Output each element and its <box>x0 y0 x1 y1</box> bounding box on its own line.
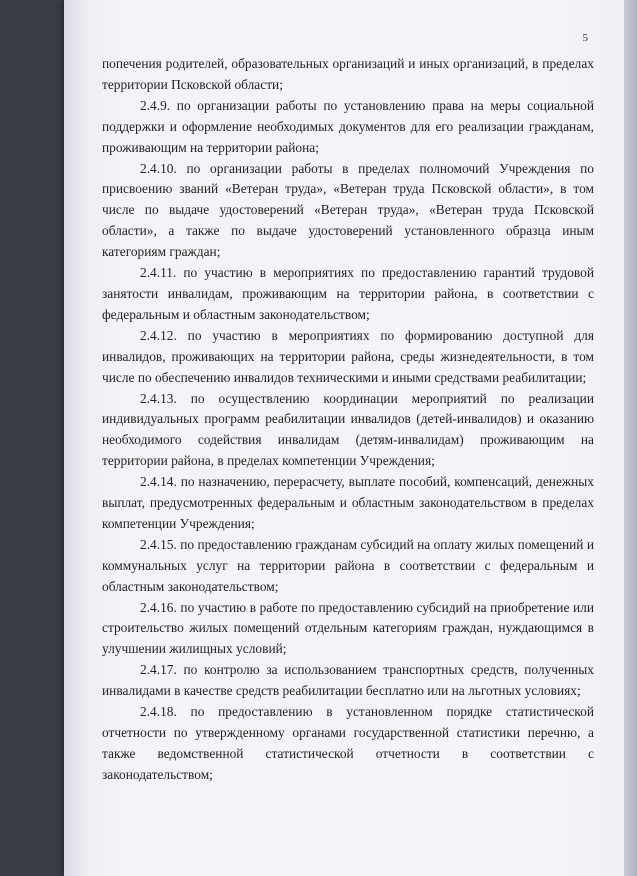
paragraph-2-4-9: 2.4.9. по организации работы по установлению права на меры социальной поддержки и оформление необходимых документов для его реализации гражданам, проживающим на территории района; <box>102 97 594 155</box>
paragraph-continuation: попечения родителей, образовательных организаций и иных организаций, в пределах территории Псковской области; <box>102 56 594 92</box>
paragraph-2-4-15: 2.4.15. по предоставлению гражданам субсидий на оплату жилых помещений и коммунальных услуг на территории района в соответствии с федеральным и областным законодательством; <box>102 536 594 594</box>
document-body <box>102 54 594 786</box>
paragraph-2-4-18: 2.4.18. по предоставлению в установленном порядке статистической отчетности по утвержденному органами государственной статистики перечню, а также ведомственной статистической отчетности в соответствии с законодательством; <box>102 704 594 782</box>
document-page <box>64 0 624 876</box>
page-number: 5 <box>582 32 588 44</box>
paragraph-2-4-12: 2.4.12. по участию в мероприятиях по формированию доступной для инвалидов, проживающих на территории района, среды жизнедеятельности, в том числе по обеспечению инвалидов техническими и иными средствами реабилитации; <box>102 327 594 385</box>
paragraph-2-4-10: 2.4.10. по организации работы в пределах полномочий Учреждения по присвоению званий «Ветеран труда», «Ветеран труда Псковской области», в том числе по выдаче удостоверений «Ветеран труда», «Ветеран труда Псковской области», а также по выдаче удостоверений установленного образца иным категориям граждан; <box>102 160 594 260</box>
paragraph-2-4-17: 2.4.17. по контролю за использованием транспортных средств, полученных инвалидами в качестве средств реабилитации бесплатно или на льготных условиях; <box>102 662 594 699</box>
paragraph-2-4-11: 2.4.11. по участию в мероприятиях по предоставлению гарантий трудовой занятости инвалидам, проживающим на территории района, в соответствии с федеральным и областным законодательством; <box>102 265 594 322</box>
paragraph-2-4-13: 2.4.13. по осуществлению координации мероприятий по реализации индивидуальных программ реабилитации инвалидов (детей-инвалидов) и оказанию необходимого содействия инвалидам (детям-инвалидам) проживающим на территории района, в пределах компетенции Учреждения; <box>102 390 594 469</box>
scan-right-edge <box>624 0 637 876</box>
paragraph-2-4-16: 2.4.16. по участию в работе по предоставлению субсидий на приобретение или строительство жилых помещений отдельным категориям граждан, нуждающимся в улучшении жилищных условий; <box>102 599 594 657</box>
paragraph-2-4-14: 2.4.14. по назначению, перерасчету, выплате пособий, компенсаций, денежных выплат, предусмотренных федеральным и областным законодательством в пределах компетенции Учреждения; <box>102 474 594 531</box>
